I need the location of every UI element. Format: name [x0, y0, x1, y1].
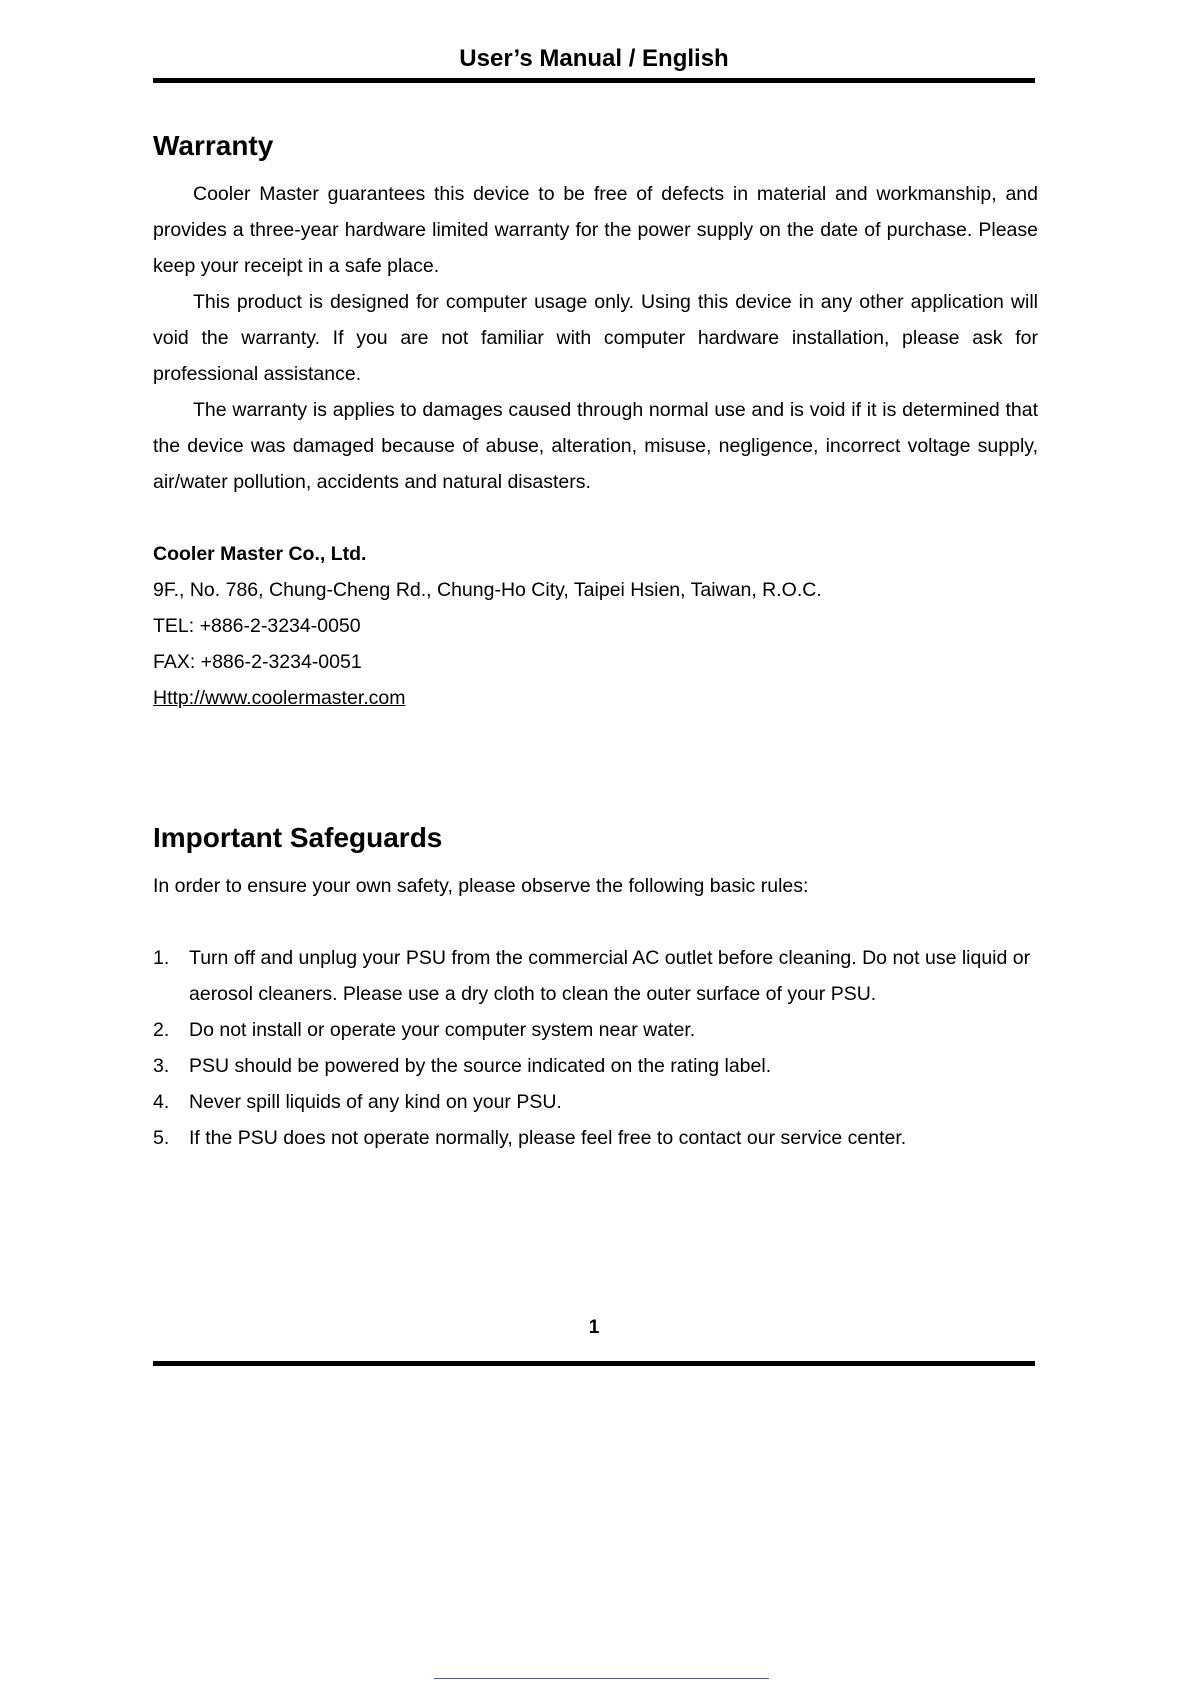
- list-item-number: 5.: [153, 1127, 170, 1149]
- bottom-link-line: [434, 1678, 769, 1679]
- company-fax: FAX: +886-2-3234-0051: [153, 651, 362, 673]
- warranty-paragraph-2: This product is designed for computer usage only. Using this device in any other application will void the warranty. If you are not familiar with computer hardware installation, please ask for professional assistance.: [153, 291, 1038, 385]
- company-info: [153, 536, 1038, 716]
- list-item: [153, 1012, 1038, 1048]
- list-item-text: Turn off and unplug your PSU from the commercial AC outlet before cleaning. Do not use liquid or aerosol cleaners. Please use a dry cloth to clean the outer surface of your PSU.: [189, 947, 1031, 1005]
- company-website-link[interactable]: Http://www.coolermaster.com: [153, 687, 406, 709]
- list-item-number: 3.: [153, 1055, 170, 1077]
- list-item-text: Do not install or operate your computer system near water.: [189, 1019, 696, 1041]
- safeguards-heading: Important Safeguards: [153, 822, 443, 853]
- warranty-paragraph-3: The warranty is applies to damages caused through normal use and is void if it is determined that the device was damaged because of abuse, alteration, misuse, negligence, incorrect voltage supply, air/water pollution, accidents and natural disasters.: [153, 399, 1038, 493]
- footer-rule: [153, 1361, 1035, 1366]
- list-item-text: If the PSU does not operate normally, please feel free to contact our service center.: [189, 1127, 907, 1149]
- list-item: [153, 1120, 1038, 1156]
- list-item-number: 1.: [153, 947, 170, 969]
- page-content: [153, 122, 1038, 1156]
- list-item: [153, 940, 1038, 1012]
- header-rule: [153, 78, 1035, 83]
- company-address: 9F., No. 786, Chung-Cheng Rd., Chung-Ho City, Taipei Hsien, Taiwan, R.O.C.: [153, 579, 822, 601]
- page-number: 1: [588, 1317, 600, 1338]
- list-item: [153, 1084, 1038, 1120]
- warranty-heading: Warranty: [153, 130, 274, 161]
- list-item: [153, 1048, 1038, 1084]
- list-item-text: Never spill liquids of any kind on your PSU.: [189, 1091, 562, 1113]
- spacer: [153, 500, 1038, 536]
- warranty-paragraph-1: Cooler Master guarantees this device to be free of defects in material and workmanship, and provides a three-year hardware limited warranty for the power supply on the date of purchase. Please keep your receipt in a safe place.: [153, 183, 1038, 277]
- list-item-text: PSU should be powered by the source indicated on the rating label.: [189, 1055, 772, 1077]
- list-item-number: 4.: [153, 1091, 170, 1113]
- safeguards-list: [153, 940, 1038, 1156]
- safeguards-intro: In order to ensure your own safety, please observe the following basic rules:: [153, 875, 809, 897]
- company-name: Cooler Master Co., Ltd.: [153, 543, 367, 565]
- company-tel: TEL: +886-2-3234-0050: [153, 615, 361, 637]
- page-header-title: User’s Manual / English: [459, 45, 729, 72]
- list-item-number: 2.: [153, 1019, 170, 1041]
